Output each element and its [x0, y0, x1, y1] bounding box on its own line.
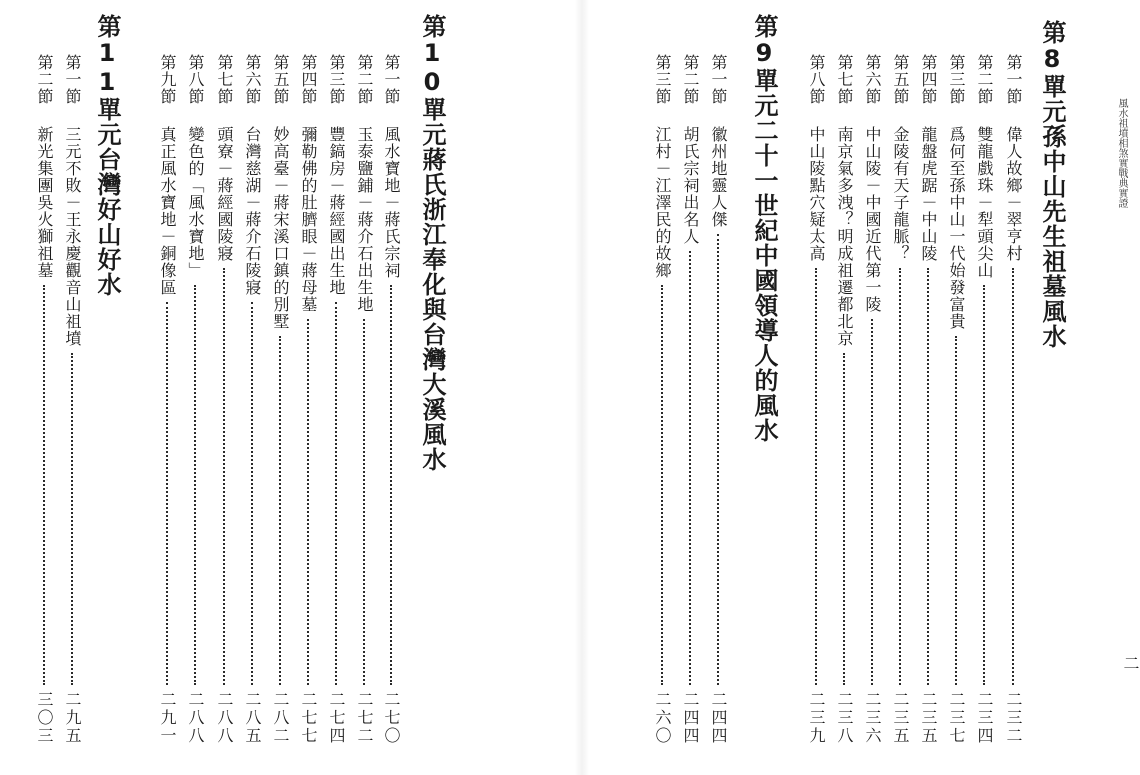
- toc-entry[interactable]: [270, 0, 292, 775]
- section-number: 第六節: [863, 54, 882, 105]
- toc-entry[interactable]: [242, 0, 264, 775]
- section-number: 第八節: [186, 54, 205, 105]
- section-title: 玉泰鹽鋪－蔣介石出生地: [355, 126, 374, 313]
- toc-entry[interactable]: [326, 0, 348, 775]
- toc-entry[interactable]: [381, 0, 403, 775]
- section-number: 第四節: [299, 54, 318, 105]
- section-title: 江村－江澤民的故鄉: [653, 126, 672, 279]
- page-reference: 二三二: [1004, 691, 1023, 745]
- page-reference: 二三五: [919, 691, 938, 745]
- page-reference: 二八八: [186, 691, 205, 745]
- section-title: 偉人故鄉－翠亨村: [1004, 126, 1023, 262]
- dot-leader: [390, 285, 392, 685]
- dot-leader: [717, 234, 719, 685]
- unit-title: 台灣好山好水: [93, 147, 121, 297]
- page-reference: 二九一: [158, 691, 177, 745]
- page-reference: 二七〇: [382, 691, 401, 745]
- page-reference: 二三八: [835, 691, 854, 745]
- toc-entry[interactable]: [834, 0, 856, 775]
- section-number: 第四節: [919, 54, 938, 105]
- toc-entry[interactable]: [680, 0, 702, 775]
- dot-leader: [899, 268, 901, 685]
- toc-entry[interactable]: [298, 0, 320, 775]
- section-title: 彌勒佛的肚臍眼－蔣母墓: [299, 126, 318, 313]
- dot-leader: [335, 302, 337, 685]
- toc-entry[interactable]: [157, 0, 179, 775]
- section-title: 龍盤虎踞－中山陵: [919, 126, 938, 262]
- section-title: 雙龍戲珠－犁頭尖山: [975, 126, 994, 279]
- unit-label: 第8單元: [1038, 20, 1066, 124]
- page-reference: 三〇三: [35, 691, 54, 745]
- dot-leader: [955, 336, 957, 685]
- section-number: 第六節: [243, 54, 262, 105]
- dot-leader: [43, 285, 45, 685]
- dot-leader: [927, 268, 929, 685]
- unit-label: 第11單元: [93, 14, 121, 147]
- section-number: 第二節: [35, 54, 54, 105]
- toc-entry[interactable]: [708, 0, 730, 775]
- section-number: 第七節: [215, 54, 234, 105]
- section-number: 第一節: [63, 54, 82, 105]
- section-number: 第七節: [835, 54, 854, 105]
- unit-title: 二十一世紀中國領導人的風水: [750, 118, 778, 443]
- toc-entry[interactable]: [974, 0, 996, 775]
- toc-entry[interactable]: [214, 0, 236, 775]
- section-title: 真正風水寶地－銅像區: [158, 126, 177, 296]
- toc-entry[interactable]: [806, 0, 828, 775]
- section-title: 豐鎬房－蔣經國出生地: [327, 126, 346, 296]
- section-title: 金陵有天子龍脈？: [891, 126, 910, 262]
- toc-entry[interactable]: [34, 0, 56, 775]
- dot-leader: [843, 353, 845, 685]
- dot-leader: [815, 268, 817, 685]
- running-header: 風水祖墳相煞實戰典實證: [1116, 98, 1127, 208]
- unit-heading: [95, 14, 119, 297]
- section-number: 第九節: [158, 54, 177, 105]
- unit-heading: [1040, 20, 1064, 349]
- page-reference: 二四四: [681, 691, 700, 745]
- section-title: 三元不敗－王永慶觀音山祖墳: [63, 126, 82, 347]
- dot-leader: [194, 285, 196, 685]
- dot-leader: [689, 251, 691, 685]
- unit-heading: [752, 14, 776, 443]
- page-reference: 二八五: [243, 691, 262, 745]
- toc-entry[interactable]: [652, 0, 674, 775]
- unit-title: 孫中山先生祖墓風水: [1038, 124, 1066, 349]
- section-title: 新光集團吳火獅祖墓: [35, 126, 54, 279]
- toc-entry[interactable]: [862, 0, 884, 775]
- section-number: 第五節: [271, 54, 290, 105]
- page-reference: 二七二: [355, 691, 374, 745]
- dot-leader: [871, 319, 873, 685]
- section-number: 第三節: [653, 54, 672, 105]
- toc-entry[interactable]: [946, 0, 968, 775]
- section-title: 中山陵－中國近代第一陵: [863, 126, 882, 313]
- section-number: 第一節: [1004, 54, 1023, 105]
- unit-label: 第10單元: [418, 14, 446, 147]
- page-reference: 二三四: [975, 691, 994, 745]
- toc-entry[interactable]: [1003, 0, 1025, 775]
- dot-leader: [71, 353, 73, 685]
- dot-leader: [223, 268, 225, 685]
- toc-entry[interactable]: [185, 0, 207, 775]
- section-number: 第二節: [975, 54, 994, 105]
- toc-entry[interactable]: [890, 0, 912, 775]
- section-number: 第一節: [709, 54, 728, 105]
- section-number: 第五節: [891, 54, 910, 105]
- page-reference: 二四四: [709, 691, 728, 745]
- dot-leader: [307, 319, 309, 685]
- section-title: 變色的「風水寶地」: [186, 126, 205, 279]
- unit-heading: [420, 14, 444, 472]
- section-title: 胡氏宗祠出名人: [681, 126, 700, 245]
- toc-entry[interactable]: [354, 0, 376, 775]
- page-reference: 二六〇: [653, 691, 672, 745]
- page-reference: 二七四: [327, 691, 346, 745]
- page-fold: [575, 0, 589, 775]
- toc-entry[interactable]: [62, 0, 84, 775]
- section-title: 南京氣多洩？明成祖遷都北京: [835, 126, 854, 347]
- section-number: 第二節: [681, 54, 700, 105]
- page-reference: 二七七: [299, 691, 318, 745]
- section-number: 第二節: [355, 54, 374, 105]
- toc-entry[interactable]: [918, 0, 940, 775]
- section-number: 第三節: [947, 54, 966, 105]
- section-number: 第八節: [807, 54, 826, 105]
- section-title: 風水寶地－蔣氏宗祠: [382, 126, 401, 279]
- section-number: 第一節: [382, 54, 401, 105]
- page-reference: 二九五: [63, 691, 82, 745]
- page-reference: 二八八: [215, 691, 234, 745]
- section-number: 第三節: [327, 54, 346, 105]
- dot-leader: [251, 302, 253, 685]
- page-reference: 二三五: [891, 691, 910, 745]
- dot-leader: [1012, 268, 1014, 685]
- section-title: 爲何至孫中山一代始發富貴: [947, 126, 966, 330]
- page-reference: 二三七: [947, 691, 966, 745]
- section-title: 妙高臺－蔣宋溪口鎮的別墅: [271, 126, 290, 330]
- unit-label: 第9單元: [750, 14, 778, 118]
- dot-leader: [166, 302, 168, 685]
- section-title: 頭寮－蔣經國陵寢: [215, 126, 234, 262]
- page-number: 二: [1121, 655, 1140, 671]
- dot-leader: [279, 336, 281, 685]
- page-reference: 二三六: [863, 691, 882, 745]
- dot-leader: [661, 285, 663, 685]
- page-reference: 二三九: [807, 691, 826, 745]
- dot-leader: [983, 285, 985, 685]
- page-reference: 二八二: [271, 691, 290, 745]
- section-title: 台灣慈湖－蔣介石陵寢: [243, 126, 262, 296]
- unit-title: 蔣氏浙江奉化與台灣大溪風水: [418, 147, 446, 472]
- section-title: 徽州地靈人傑: [709, 126, 728, 228]
- dot-leader: [363, 319, 365, 685]
- section-title: 中山陵點穴疑太高: [807, 126, 826, 262]
